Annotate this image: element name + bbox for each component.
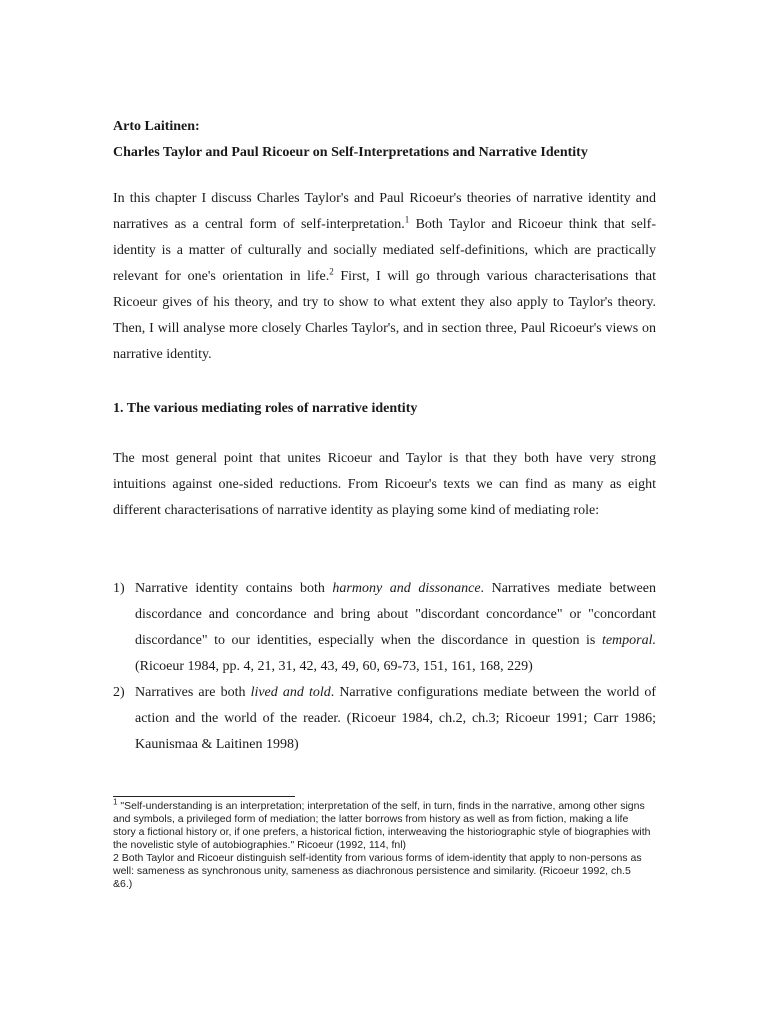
footnote-divider (113, 796, 295, 797)
body-paragraph: The most general point that unites Ricoeur and Taylor is that they both have very strong intuitions against one-sided reductions. From Ricoeur's texts we can find as many as eight different characterisations of narrative identity as playing some kind of mediating role: (113, 451, 656, 518)
footnote-1-mark: 1 (113, 797, 118, 807)
list-text-a: Narratives are both (135, 685, 251, 700)
list-text-b: . Narratives mediate between discordance and concordance and bring about "discordant concordance" or "concordant discordance" to our identities, especially when the discordance in question is (135, 581, 656, 648)
list-text-c: (Ricoeur 1984, pp. 4, 21, 31, 42, 43, 49, 60, 69-73, 151, 161, 168, 229) (135, 659, 533, 674)
document-title: Charles Taylor and Paul Ricoeur on Self-Interpretations and Narrative Identity (113, 145, 588, 160)
intro-text-part3: First, I will go through various characterisations that Ricoeur gives of his theory, and try to show to what extent they also apply to Taylor's theory. Then, I will analyse more closely Charles Taylor's, and in section three, Paul Ricoeur's views on narrative identity. (113, 269, 656, 362)
footnote-1-text: "Self-understanding is an interpretation; interpretation of the self, in turn, finds in the narrative, among other signs and symbols, a privileged form of mediation; the latter borrows from history as well as from fiction, making a life story a fictional history or, if one prefers, a historical fiction, interweaving the historiographic style of biographies with the novelistic style of autobiographies." Ricoeur (1992, 114, fnl) (113, 800, 651, 851)
intro-paragraph (113, 186, 656, 368)
list-item-number: 2) (113, 685, 125, 700)
numbered-list (113, 576, 656, 758)
list-text-emphasis: harmony and dissonance (332, 581, 481, 596)
list-item (113, 576, 656, 680)
intro-text-part1: In this chapter I discuss Charles Taylor's and Paul Ricoeur's theories of narrative identity and narratives as a central form of self-interpretation. (113, 191, 656, 232)
footnote-1 (113, 797, 653, 852)
intro-text-part2: Both Taylor and Ricoeur think that self-identity is a matter of culturally and socially mediated self-definitions, which are practically relevant for one's orientation in life. (113, 217, 656, 284)
list-item-text (135, 576, 656, 680)
footnotes (113, 797, 653, 891)
footnote-2-text: 2 Both Taylor and Ricoeur distinguish self-identity from various forms of idem-identity that apply to non-persons as well: sameness as synchronous unity, sameness as diachronous persistence and similarity. (Ricoeur 1992, ch.5 &6.) (113, 852, 642, 890)
list-item-number: 1) (113, 581, 125, 596)
list-text-b: . Narrative configurations mediate between the world of action and the world of the reader. (Ricoeur 1984, ch.2, ch.3; Ricoeur 1991; Carr 1986; Kaunismaa & Laitinen 1998) (135, 685, 656, 752)
section-heading: 1. The various mediating roles of narrative identity (113, 401, 418, 416)
list-text-emphasis: lived and told (250, 685, 331, 700)
list-text-a: Narrative identity contains both (135, 581, 333, 596)
author-name: Arto Laitinen: (113, 119, 200, 134)
footnote-ref-2[interactable]: 2 (329, 266, 334, 277)
list-item-text (135, 680, 656, 758)
list-text-emphasis: temporal. (601, 633, 656, 648)
footnote-ref-1[interactable]: 1 (404, 214, 410, 225)
list-item (113, 680, 656, 758)
footnote-2 (113, 852, 653, 891)
